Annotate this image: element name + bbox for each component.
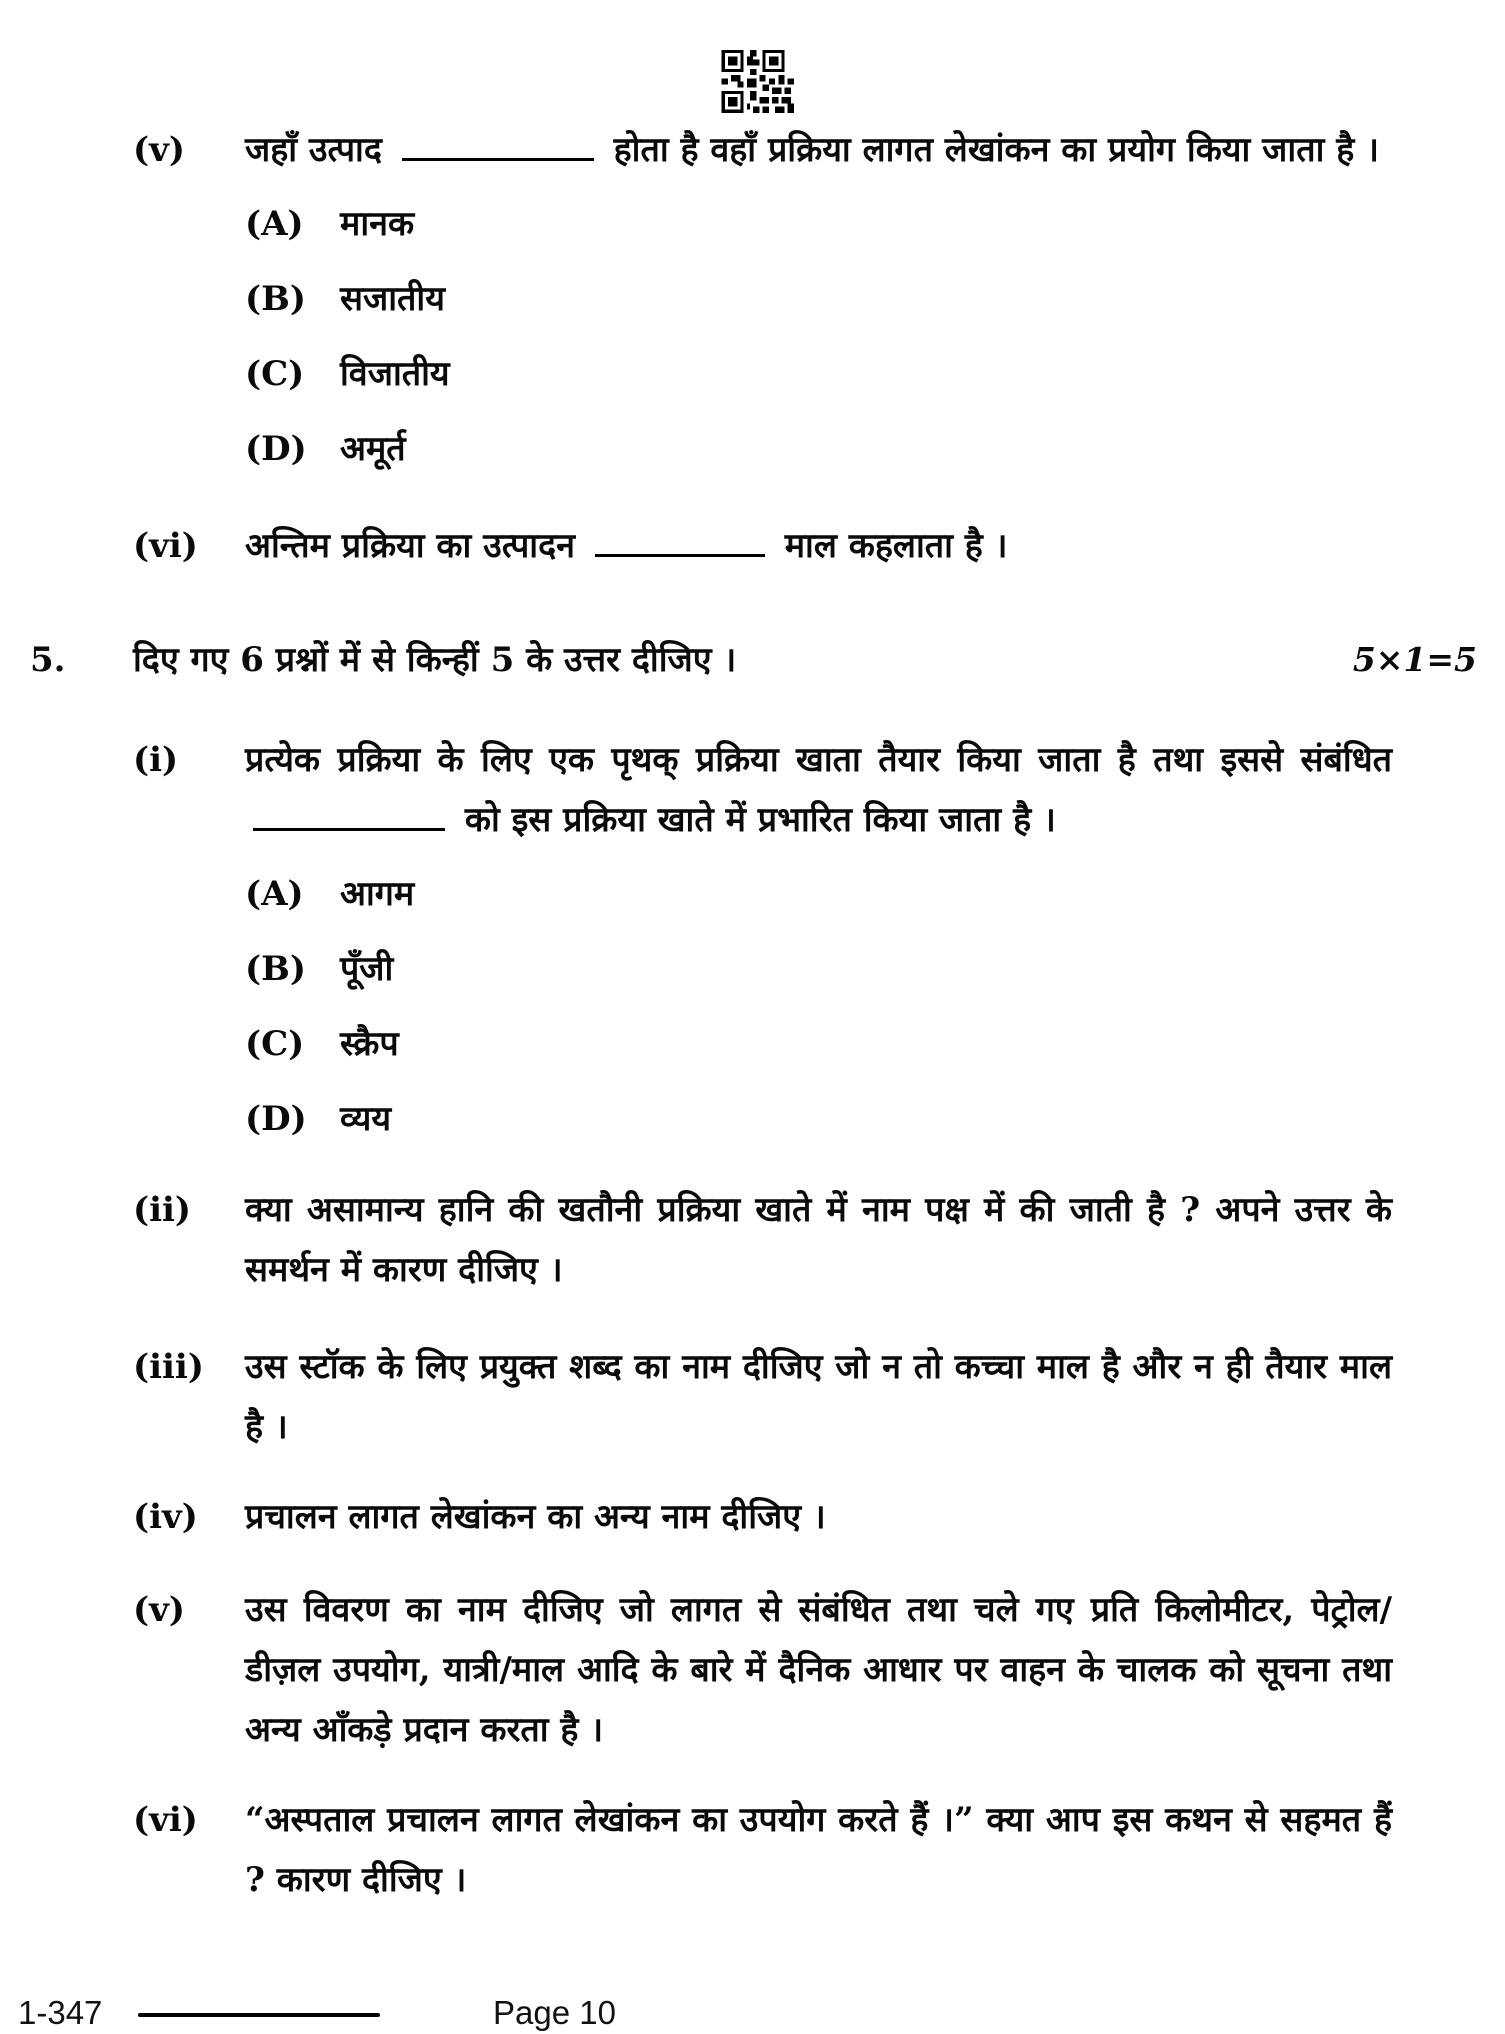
option-label: (C) (245, 1024, 305, 1064)
option-text: स्क्रैप (340, 1024, 399, 1064)
question-item-text: उस स्टॉक के लिए प्रयुक्त शब्द का नाम दीजिए जो न तो कच्चा माल है और न ही तैयार माल है । (245, 1347, 1392, 1447)
option-row-d (245, 1095, 1505, 1143)
question-5-item-iv (133, 1487, 1392, 1547)
question-item-label: (v) (133, 130, 185, 170)
question-5-heading (30, 630, 1477, 690)
text-after-blank: माल कहलाता है । (784, 526, 1008, 566)
option-label: (B) (245, 279, 306, 319)
question-item-text: “अस्पताल प्रचालन लागत लेखांकन का उपयोग करते हैं ।” क्या आप इस कथन से सहमत हैं ? कारण दीजिए । (245, 1800, 1392, 1900)
page-footer (0, 1994, 1505, 2034)
question-item-v (133, 120, 1392, 180)
option-label: (B) (245, 949, 306, 989)
option-text: पूँजी (340, 949, 394, 989)
question-item-text (245, 120, 1392, 180)
question-item-label: (iv) (133, 1497, 198, 1537)
option-row-b (245, 275, 1505, 323)
qr-code-icon (720, 50, 802, 116)
option-label: (C) (245, 354, 305, 394)
question-number: 5. (30, 640, 66, 680)
question-item-text (245, 730, 1392, 850)
question-item-label: (ii) (133, 1190, 192, 1230)
question-5-item-vi (133, 1790, 1392, 1910)
fill-in-blank (402, 137, 594, 161)
option-row-b (245, 945, 1505, 993)
options-list-i (245, 870, 1505, 1143)
question-item-label: (i) (133, 740, 179, 780)
text-after-blank: होता है वहाँ प्रक्रिया लागत लेखांकन का प्रयोग किया जाता है । (613, 130, 1380, 170)
text-before-blank: प्रत्येक प्रक्रिया के लिए एक पृथक् प्रक्रिया खाता तैयार किया जाता है तथा इससे संबंधित (245, 740, 1392, 780)
option-label: (D) (245, 429, 307, 469)
question-5-item-ii (133, 1180, 1392, 1300)
question-item-label: (v) (133, 1590, 185, 1630)
option-text: मानक (340, 204, 415, 244)
options-list-v (245, 200, 1505, 473)
qr-code-container (0, 0, 1505, 120)
text-before-blank: अन्तिम प्रक्रिया का उत्पादन (245, 526, 576, 566)
text-before-blank: जहाँ उत्पाद (245, 130, 382, 170)
page-number-label: Page 10 (493, 1994, 616, 2031)
option-row-c (245, 1020, 1505, 1068)
text-after-blank: को इस प्रक्रिया खाते में प्रभारित किया जाता है । (464, 800, 1056, 840)
option-label: (A) (245, 874, 304, 914)
question-item-text: उस विवरण का नाम दीजिए जो लागत से संबंधित तथा चले गए प्रति किलोमीटर, पेट्रोल/डीज़ल उपयोग, यात्री/माल आदि के बारे में दैनिक आधार पर वाहन के चालक को सूचना तथा अन्य आँकड़े प्रदान करता है । (245, 1590, 1392, 1750)
paper-code: 1-347 (18, 1994, 103, 2031)
option-row-a (245, 870, 1505, 918)
option-row-d (245, 425, 1505, 473)
fill-in-blank (253, 807, 445, 831)
question-item-vi (133, 516, 1392, 576)
option-row-a (245, 200, 1505, 248)
question-item-text (245, 516, 1392, 576)
question-item-label: (iii) (133, 1347, 204, 1387)
footer-divider-rule (138, 2013, 380, 2017)
option-text: व्यय (340, 1099, 392, 1139)
option-text: आगम (340, 874, 415, 914)
question-item-text: प्रचालन लागत लेखांकन का अन्य नाम दीजिए । (245, 1497, 826, 1537)
fill-in-blank (595, 533, 765, 557)
question-text: दिए गए 6 प्रश्नों में से किन्हीं 5 के उत्तर दीजिए । (133, 640, 737, 680)
option-row-c (245, 350, 1505, 398)
question-5-item-v (133, 1580, 1392, 1760)
question-item-label: (vi) (133, 526, 198, 566)
marks-label: 5×1=5 (1352, 640, 1477, 679)
option-text: विजातीय (340, 354, 450, 394)
option-text: सजातीय (340, 279, 445, 319)
question-item-label: (vi) (133, 1800, 198, 1840)
option-text: अमूर्त (340, 429, 406, 469)
option-label: (D) (245, 1099, 307, 1139)
question-item-text: क्या असामान्य हानि की खतौनी प्रक्रिया खाते में नाम पक्ष में की जाती है ? अपने उत्तर के समर्थन में कारण दीजिए । (245, 1190, 1392, 1290)
option-label: (A) (245, 204, 304, 244)
question-5-item-i (133, 730, 1392, 850)
question-5-item-iii (133, 1337, 1392, 1457)
